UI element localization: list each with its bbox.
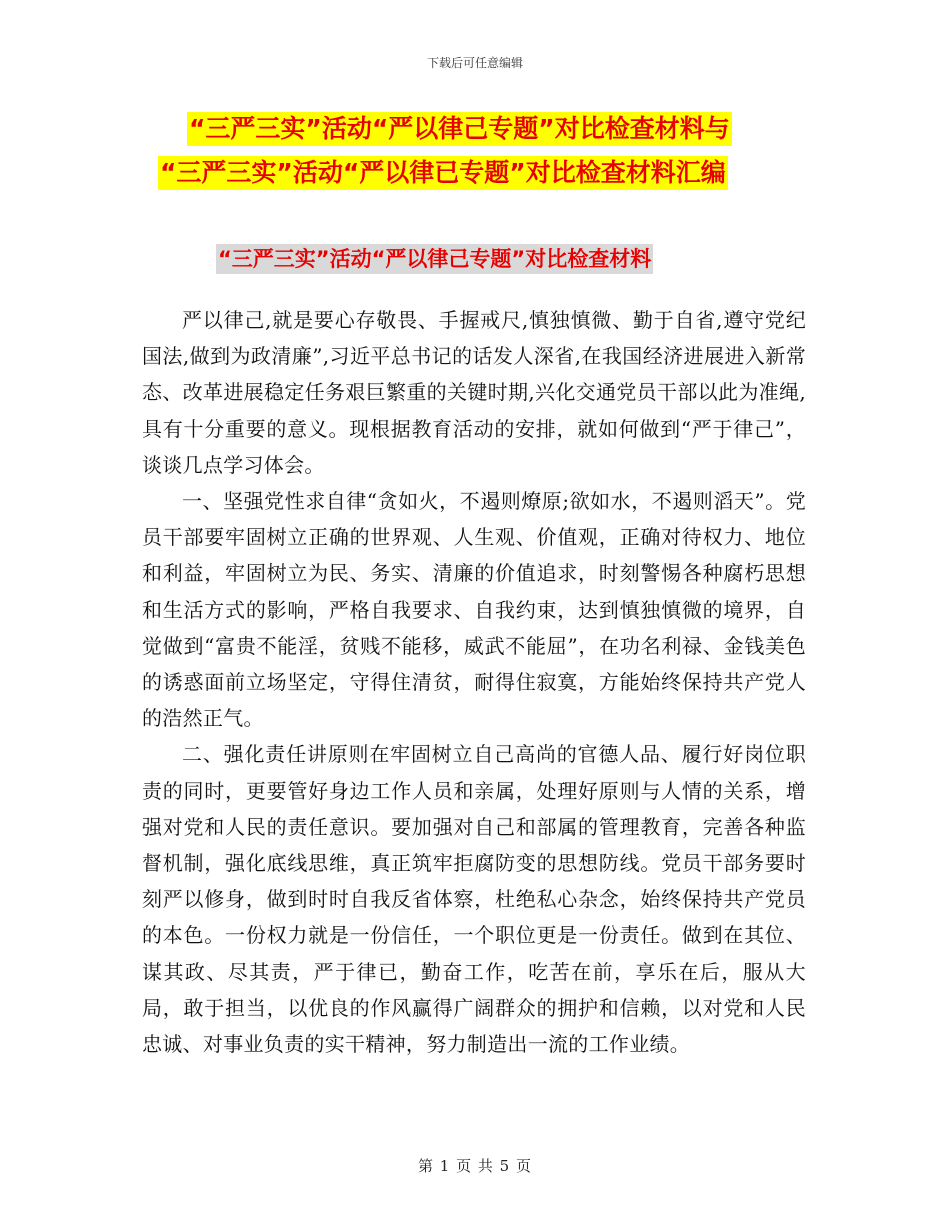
header-note: 下载后可任意编辑 bbox=[426, 56, 523, 70]
document-title-line-2: “三严三实”活动“严以律已专题”对比检查材料汇编 bbox=[158, 156, 728, 190]
paragraph-point-one: 一、坚强党性求自律“贪如火，不遏则燎原;欲如水，不遏则滔天”。党员干部要牢固树立正确的世界观、人生观、价值观，正确对待权力、地位和利益，牢固树立为民、务实、清廉的价值追求，时刻警惕各种腐朽思想和生活方式的影响，严格自我要求、自我约束，达到慎独慎微的境界，自觉做到“富贵不能淫，贫贱不能移，威武不能屈”，在功名利禄、金钱美色的诱惑面前立场坚定，守得住清贫，耐得住寂寞，方能始终保持共产党人的浩然正气。 bbox=[142, 489, 806, 731]
page-footer: 第 1 页 共 5 页 bbox=[418, 1157, 532, 1175]
section-heading: “三严三实”活动“严以律己专题”对比检查材料 bbox=[216, 244, 653, 274]
document-title-line-1: “三严三实”活动“严以律己专题”对比检查材料与 bbox=[187, 112, 732, 146]
document-body bbox=[142, 302, 806, 1062]
paragraph-point-two: 二、强化责任讲原则在牢固树立自己高尚的官德人品、履行好岗位职责的同时，更要管好身边工作人员和亲属，处理好原则与人情的关系，增强对党和人民的责任意识。要加强对自己和部属的管理教育，完善各种监督机制，强化底线思维，真正筑牢拒腐防变的思想防线。党员干部务要时刻严以修身，做到时时自我反省体察，杜绝私心杂念，始终保持共产党员的本色。一份权力就是一份信任，一个职位更是一份责任。做到在其位、谋其政、尽其责，严于律已，勤奋工作，吃苦在前，享乐在后，服从大局，敢于担当，以优良的作风赢得广阔群众的拥护和信赖，以对党和人民忠诚、对事业负责的实干精神，努力制造出一流的工作业绩。 bbox=[142, 742, 806, 1057]
paragraph-intro: 严以律己,就是要心存敬畏、手握戒尺,慎独慎微、勤于自省,遵守党纪国法,做到为政清廉”,习近平总书记的话发人深省,在我国经济进展进入新常态、改革进展稳定任务艰巨繁重的关键时期,兴化交通党员干部以此为准绳,具有十分重要的意义。现根据教育活动的安排，就如何做到“严于律己”，谈谈几点学习体会。 bbox=[142, 308, 806, 477]
